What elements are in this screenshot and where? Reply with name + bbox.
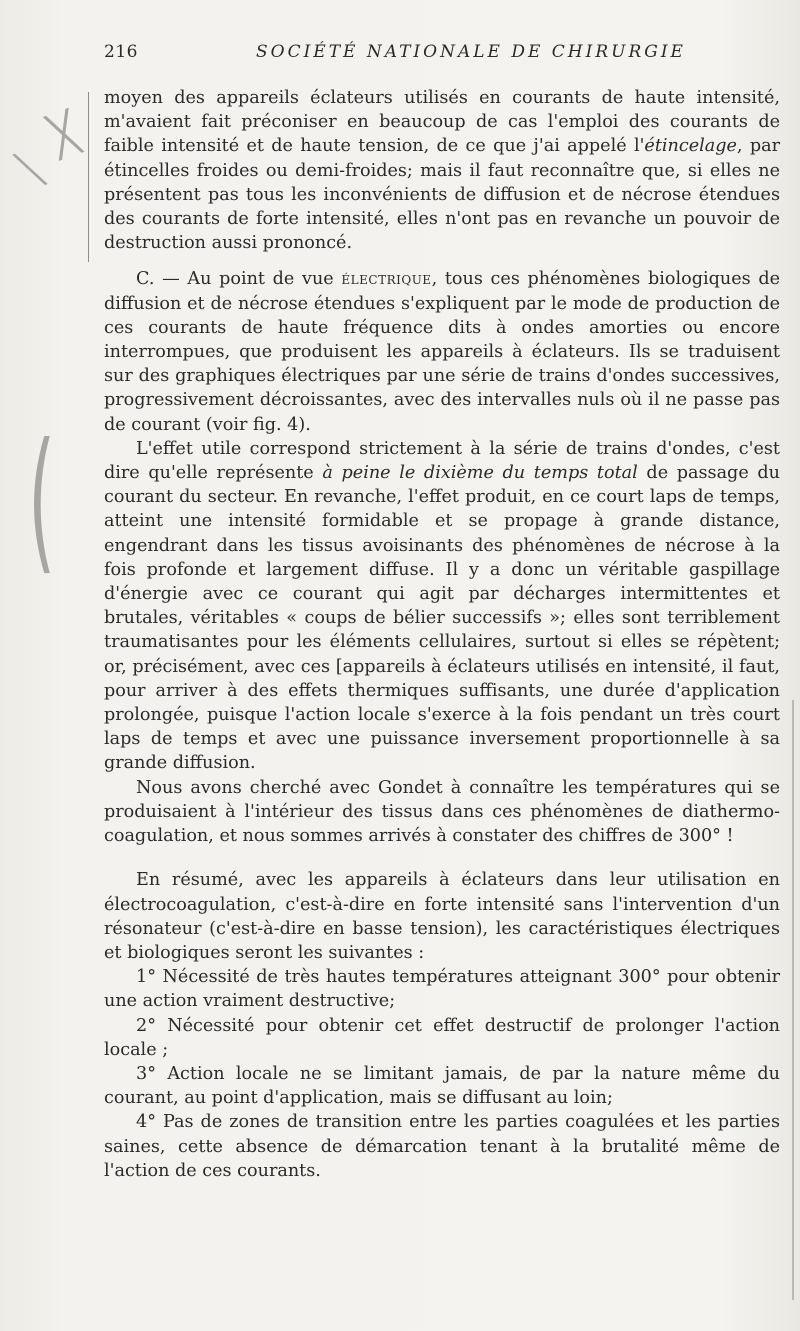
pencil-mark: ╲ xyxy=(13,147,47,193)
list-item: 2° Nécessité pour obtenir cet effet destructif de prolonger l'action locale ; xyxy=(104,1015,780,1060)
list-item: 1° Nécessité de très hautes températures atteignant 300° pour obtenir une action vraiment destructive; xyxy=(104,967,780,1012)
pencil-bracket-mark: ( xyxy=(28,409,56,591)
paragraph: C. — Au point de vue électrique, tous ces phénomènes biologiques de diffusion et de nécrose étendues s'expliquent par le mode de production de ces courants de haute fréquence dits à ondes amorties ou encore interrompues, que produisent les appareils à éclateurs. Ils se traduisent sur des graphiques électriques par une série de trains d'ondes successives, progressivement décroissantes, avec des intervalles nuls où il ne passe pas de courant (voir fig. 4). xyxy=(104,269,780,435)
running-head: SOCIÉTÉ NATIONALE DE CHIRURGIE xyxy=(256,42,686,62)
paragraph: En résumé, avec les appareils à éclateurs dans leur utilisation en électrocoagulation, c'est-à-dire en forte intensité sans l'intervention d'un résonateur (c'est-à-dire en basse tension), les caractéristiques électriques et biologiques seront les suivantes : xyxy=(104,870,780,963)
page-header xyxy=(104,42,780,72)
paragraph: moyen des appareils éclateurs utilisés en courants de haute intensité, m'avaient fait préconiser en beaucoup de cas l'emploi des courants de faible intensité et de haute tension, de ce que j'ai appelé l'étincelage, par étincelles froides ou demi-froides; mais il faut reconnaître que, si elles ne présentent pas tous les inconvénients de diffusion et de nécrose étendues des courants de forte intensité, elles n'ont pas en revanche un pouvoir de destruction aussi prononcé. xyxy=(104,88,780,254)
list-item: 4° Pas de zones de transition entre les parties coagulées et les parties saines, cette absence de démarcation tenant à la brutalité même de l'action de ces courants. xyxy=(104,1112,780,1181)
paragraph: Nous avons cherché avec Gondet à connaître les températures qui se produisaient à l'intérieur des tissus dans ces phénomènes de diathermo-coagulation, et nous sommes arrivés à constater des chiffres de 300° ! xyxy=(104,777,780,847)
list-item: 3° Action locale ne se limitant jamais, de par la nature même du courant, au point d'application, mais se diffusant au loin; xyxy=(104,1063,780,1109)
body-text xyxy=(104,86,780,1183)
pencil-mark: ╳ xyxy=(44,109,84,161)
page-edge-shadow xyxy=(792,700,794,1300)
page-number: 216 xyxy=(104,42,138,62)
margin-line xyxy=(88,92,89,262)
paragraph: L'effet utile correspond strictement à la série de trains d'ondes, c'est dire qu'elle représente à peine le dixième du temps total de passage du courant du secteur. En revanche, l'effet produit, en ce court laps de temps, atteint une intensité formidable et se propage à grande distance, engendrant dans les tissus avoisinants des phénomènes de nécrose à la fois profonde et largement diffuse. Il y a donc un véritable gaspillage d'énergie avec ce courant qui agit par décharges intermittentes et brutales, véritables « coups de bélier successifs »; elles sont terriblement traumatisantes pour les éléments cellulaires, surtout si elles se répètent; or, précisément, avec ces [appareils à éclateurs utilisés en intensité, il faut, pour arriver à des effets thermiques suffisants, une durée d'application prolongée, puisque l'action locale s'exerce à la fois pendant un très court laps de temps et avec une puissance inversement proportionnelle à sa grande diffusion. xyxy=(104,438,780,774)
